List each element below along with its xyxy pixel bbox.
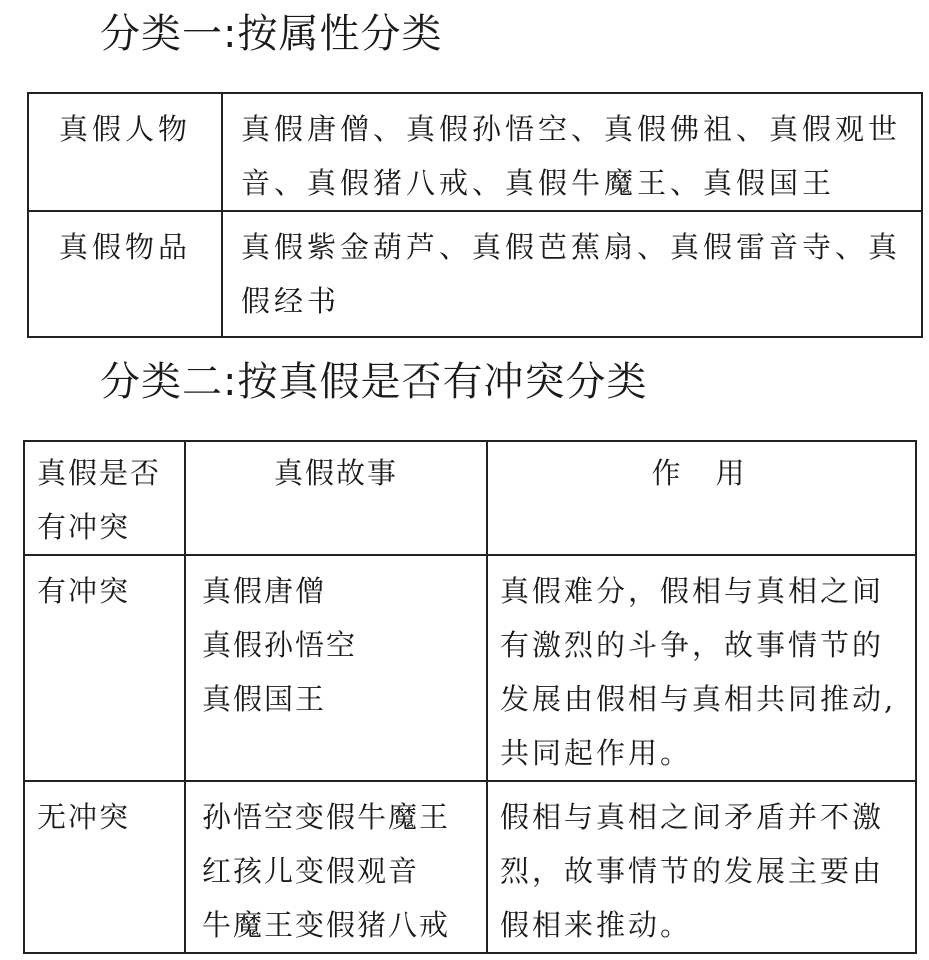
story-item: 真假孙悟空 — [202, 628, 358, 662]
table-header-row — [24, 441, 916, 555]
story-item: 孙悟空变假牛魔王 — [202, 800, 451, 834]
row-label: 真假物品 — [28, 211, 222, 337]
section-2-heading: 分类二:按真假是否有冲突分类 — [100, 359, 648, 405]
effect-cell: 假相与真相之间矛盾并不激烈，故事情节的发展主要由假相来推动。 — [487, 781, 916, 953]
header-conflict: 真假是否有冲突 — [24, 441, 185, 555]
conflict-cell: 无冲突 — [24, 781, 185, 953]
table-row — [28, 93, 922, 211]
story-item: 真假唐僧 — [202, 574, 327, 608]
row-label: 真假人物 — [28, 93, 222, 211]
effect-cell: 真假难分，假相与真相之间有激烈的斗争，故事情节的发展由假相与真相共同推动,共同起作用。 — [487, 555, 916, 781]
header-stories: 真假故事 — [185, 441, 487, 555]
stories-cell — [185, 555, 487, 781]
conflict-classification-table — [23, 440, 917, 954]
attribute-classification-table — [27, 92, 923, 338]
row-content: 真假唐僧、真假孙悟空、真假佛祖、真假观世音、真假猪八戒、真假牛魔王、真假国王 — [222, 93, 922, 211]
story-item: 牛魔王变假猪八戒 — [202, 908, 451, 942]
conflict-cell: 有冲突 — [24, 555, 185, 781]
table-row — [24, 555, 916, 781]
section-1-heading: 分类一:按属性分类 — [100, 11, 443, 57]
table-row — [24, 781, 916, 953]
story-item: 真假国王 — [202, 682, 327, 716]
header-effect: 作 用 — [487, 441, 916, 555]
story-item: 红孩儿变假观音 — [202, 854, 420, 888]
stories-cell — [185, 781, 487, 953]
row-content: 真假紫金葫芦、真假芭蕉扇、真假雷音寺、真假经书 — [222, 211, 922, 337]
table-row — [28, 211, 922, 337]
